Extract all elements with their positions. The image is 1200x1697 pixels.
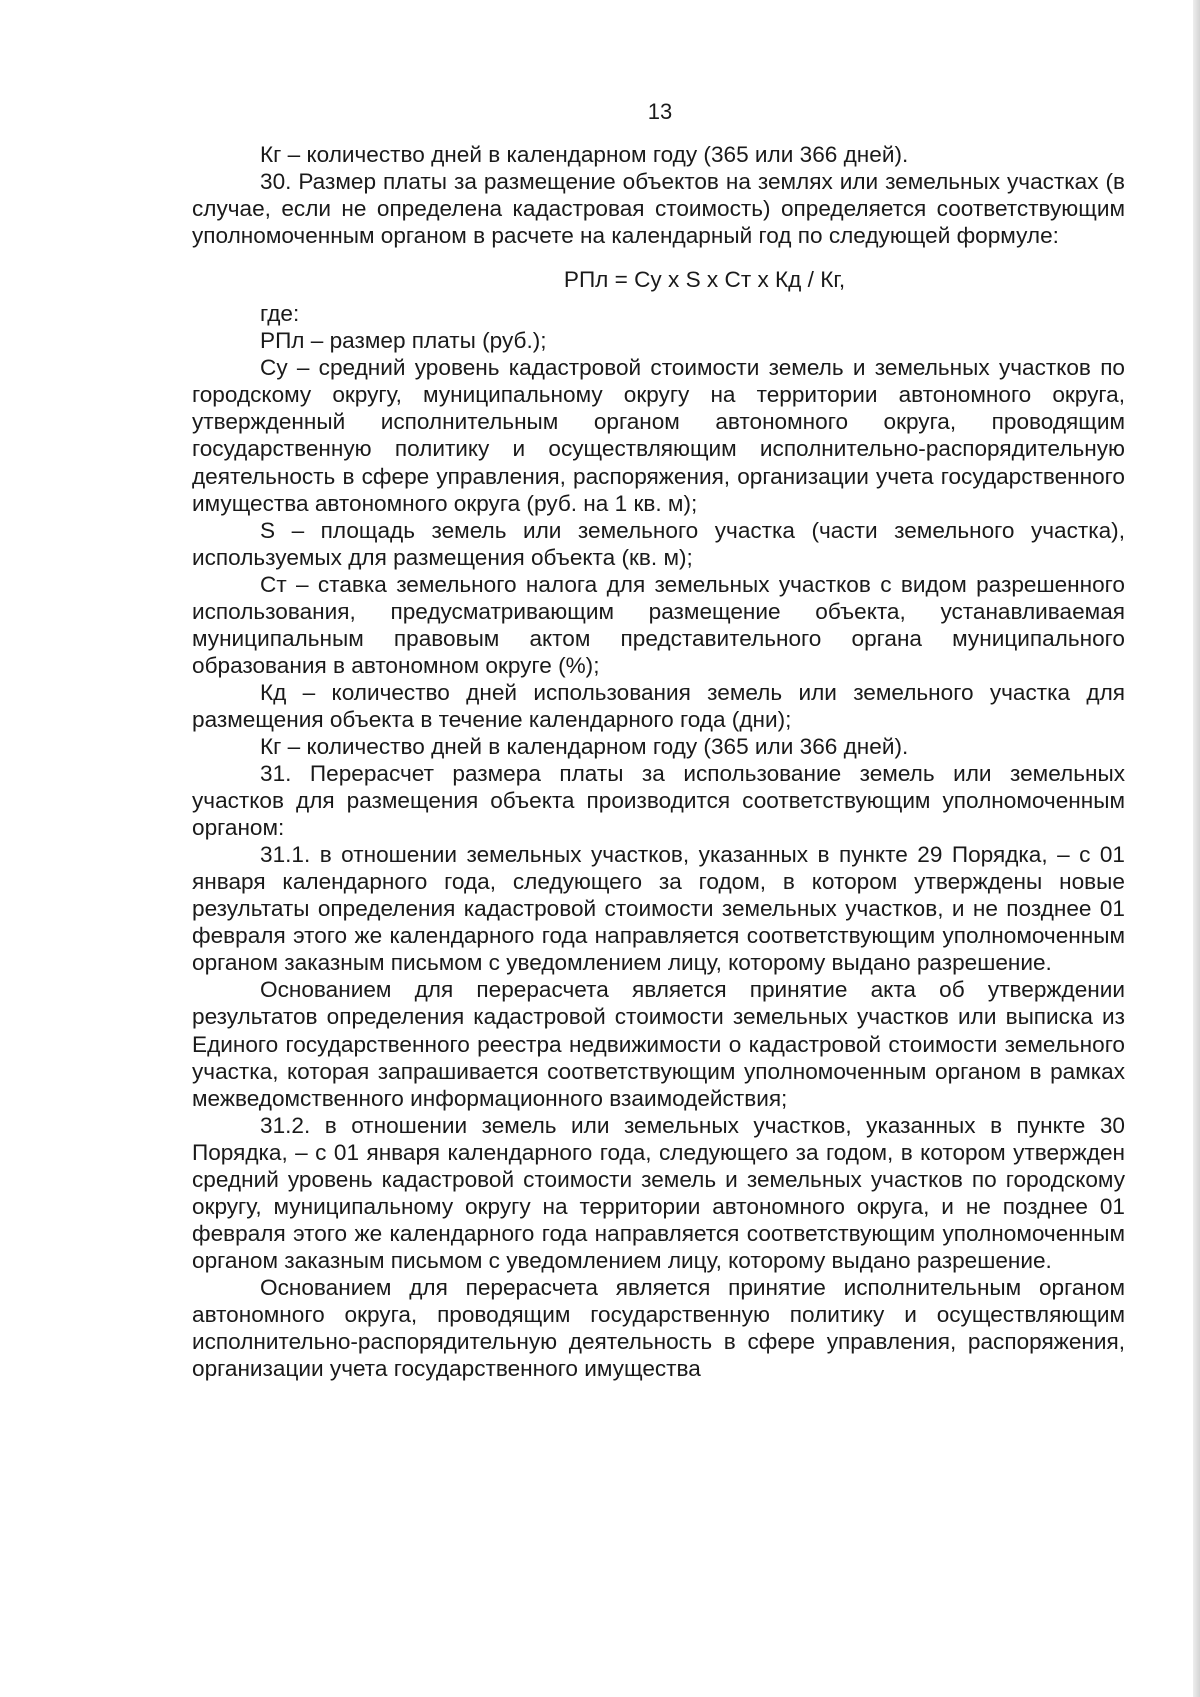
paragraph-section-30: 30. Размер платы за размещение объектов на землях или земельных участках (в случае, если не определена кадастровая стоимость) определяется соответствующим уполномоченным органом в расчете на календарный год по следующей формуле:: [192, 169, 1125, 249]
payment-formula: РПл = Су х S х Ст х Кд / Кг,: [563, 267, 846, 293]
paragraph-kd-definition: Кд – количество дней использования земель или земельного участка для размещения объекта в течение календарного года (дни);: [192, 679, 1125, 732]
paragraph-s-definition: S – площадь земель или земельного участка (части земельного участка), используемых для размещения объекта (кв. м);: [192, 517, 1125, 570]
page-edge-shadow: [1193, 0, 1200, 1697]
paragraph-section-31-1: 31.1. в отношении земельных участков, указанных в пункте 29 Порядка, – с 01 января календарного года, следующего за годом, в котором утверждены новые результаты определения кадастровой стоимости земельных участков, и не позднее 01 февраля этого же календарного года направляется соответствующим уполномоченным органом заказным письмом с уведомлением лицу, которому выдано разрешение.: [192, 842, 1125, 976]
paragraph-rpl-definition: РПл – размер платы (руб.);: [260, 328, 547, 354]
page-number: 13: [647, 99, 673, 124]
paragraph-section-31: 31. Перерасчет размера платы за использование земель или земельных участков для размещения объекта производится соответствующим уполномоченным органом:: [192, 761, 1125, 841]
paragraph-st-definition: Ст – ставка земельного налога для земельных участков с видом разрешенного использования, предусматривающим размещение объекта, устанавливаемая муниципальным правовым актом представительного органа муниципального образования в автономном округе (%);: [192, 571, 1125, 678]
paragraph-kg-definition: Кг – количество дней в календарном году (365 или 366 дней).: [260, 733, 909, 759]
paragraph-su-definition: Су – средний уровень кадастровой стоимости земель и земельных участков по городскому округу, муниципальному округу на территории автономного округа, утвержденный исполнительным органом автономного округа, проводящим государственную политику и осуществляющим исполнительно-распорядительную деятельность в сфере управления, распоряжения, организации учета государственного имущества автономного округа (руб. на 1 кв. м);: [192, 355, 1125, 516]
paragraph-kg-definition-top: Кг – количество дней в календарном году (365 или 366 дней).: [260, 142, 909, 167]
paragraph-section-31-2: 31.2. в отношении земель или земельных участков, указанных в пункте 30 Порядка, – с 01 января календарного года, следующего за годом, в котором утвержден средний уровень кадастровой стоимости земель и земельных участков по городскому округу, муниципальному округу на территории автономного округа, и не позднее 01 февраля этого же календарного года направляется соответствующим уполномоченным органом заказным письмом с уведомлением лицу, которому выдано разрешение.: [192, 1112, 1125, 1273]
paragraph-basis-31-1: Основанием для перерасчета является принятие акта об утверждении результатов определения кадастровой стоимости земельных участков или выписка из Единого государственного реестра недвижимости о кадастровой стоимости земельного участка, которая запрашивается соответствующим уполномоченным органом в рамках межведомственного информационного взаимодействия;: [192, 977, 1125, 1111]
document-body: [192, 141, 1125, 1382]
paragraph-where: где:: [260, 301, 300, 327]
paragraph-basis-31-2: Основанием для перерасчета является принятие исполнительным органом автономного округа, проводящим государственную политику и осуществляющим исполнительно-распорядительную деятельность в сфере управления, распоряжения, организации учета государственного имущества: [192, 1274, 1125, 1382]
